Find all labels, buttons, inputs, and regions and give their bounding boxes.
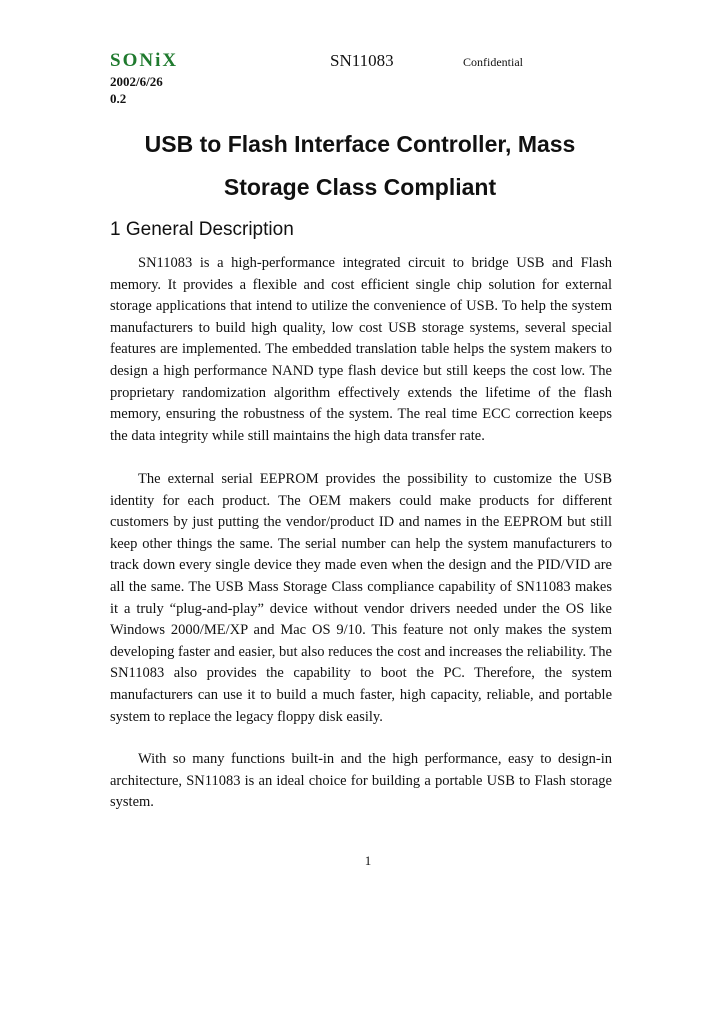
document-date: 2002/6/26 — [110, 74, 163, 89]
page-number: 1 — [364, 853, 372, 868]
sonix-logo — [110, 51, 238, 71]
confidential-label: Confidential — [463, 55, 523, 69]
paragraph-2: The external serial EEPROM provides the possibility to customize the USB identity for each product. The OEM makers could make products for different customers by just putting the vendor/product ID and names in the EEPROM but still keep other things the same. The serial number can help the system manufacturers to track down every single device they made even when the design and the PID/VID are all the same. The USB Mass Storage Class compliance capability of SN11083 makes it a truly “plug-and-play” device without vendor drivers needed under the OS like Windows 2000/ME/XP and Mac OS 9/10. This feature not only makes the system developing faster and easier, but also reduces the cost and increases the reliability. The SN11083 also provides the capability to boot the PC. Therefore, the system manufacturers can use it to build a much faster, high capacity, reliable, and portable system to replace the legacy floppy disk easily. — [110, 471, 612, 725]
paragraph-3: With so many functions built-in and the high performance, easy to design-in architecture, SN11083 is an ideal choice for building a portable USB to Flash storage system. — [110, 751, 612, 811]
document-version: 0.2 — [110, 91, 127, 106]
paragraph-1: SN11083 is a high-performance integrated circuit to bridge USB and Flash memory. It provides a flexible and cost efficient single chip solution for external storage applications that intend to utilize the convenience of USB. To help the system manufacturers to build high quality, low cost USB storage systems, several special features are implemented. The embedded translation table helps the system makers to design a high performance NAND type flash device but still keeps the cost low. The proprietary randomization algorithm effectively extends the lifetime of the flash memory, ensuring the robustness of the system. The real time ECC correction keeps the data integrity while still maintains the high data transfer rate. — [110, 255, 612, 444]
document-title-line-2: Storage Class Compliant — [223, 174, 497, 200]
document-code: SN11083 — [330, 51, 394, 70]
logo-text: SONiX — [110, 50, 179, 71]
section-heading: 1 General Description — [110, 219, 294, 240]
document-title-line-1: USB to Flash Interface Controller, Mass — [144, 131, 576, 157]
